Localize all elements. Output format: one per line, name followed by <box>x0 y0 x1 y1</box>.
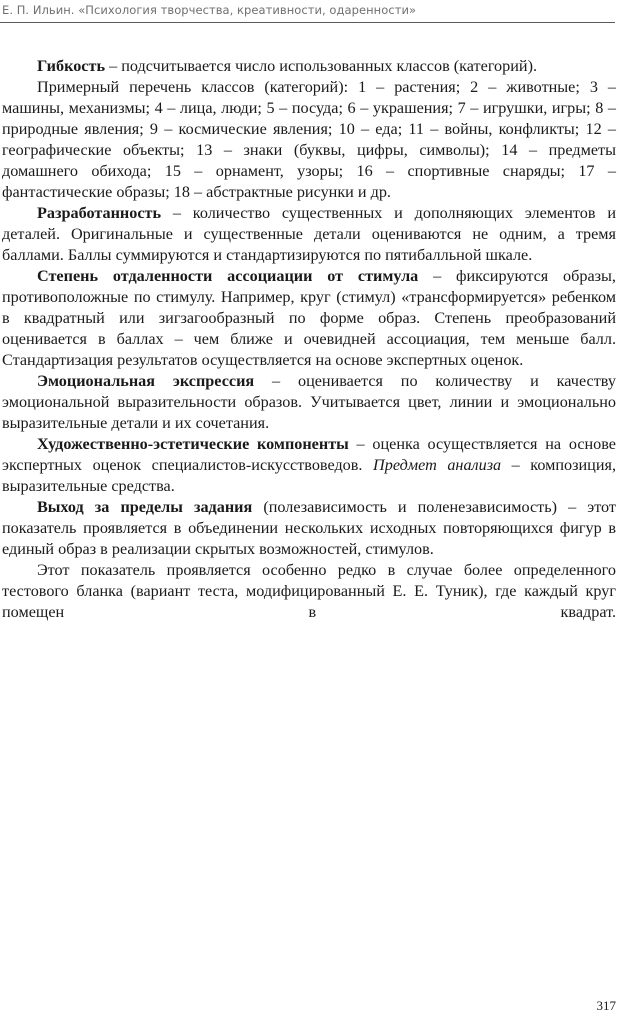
page-number: 317 <box>596 998 616 1013</box>
paragraph-association-distance <box>2 266 616 371</box>
paragraph-association-distance-text: – фиксируются образы, противоположные по стимулу. Например, круг (стимул) «трансформируется» ребенком в квадратный или зигзагообразный по форме образ. Степень преобразований оценивается в баллах – чем ближе и очевидней ассоциация, тем меньше балл. Стандартизация результатов осуществляется на основе экспертных оценок. <box>2 267 616 369</box>
paragraph-aesthetic-components-text-after: – композиция, выразительные средства. <box>2 456 616 495</box>
paragraph-emotional-expression <box>2 371 616 434</box>
paragraph-rare-indicator-text: Этот показатель проявляется особенно редко в случае более определенного тестового бланка (вариант теста, модифицированный Е. Е. Туник), где каждый круг помещен в квадрат. <box>2 561 616 621</box>
running-header <box>0 2 615 23</box>
term-aesthetic-components: Художественно-эстетические компоненты <box>37 435 349 453</box>
paragraph-rare-indicator <box>2 560 616 623</box>
paragraph-aesthetic-components <box>2 434 616 497</box>
running-header-title: Е. П. Ильин. «Психология творчества, креативности, одаренности» <box>2 3 417 17</box>
term-flexibility: Гибкость <box>37 57 106 75</box>
paragraph-class-list-text: Примерный перечень классов (категорий): 1 – растения; 2 – животные; 3 – машины, механизмы; 4 – лица, люди; 5 – посуда; 6 – украшения; 7 – игрушки, игры; 8 – природные явления; 9 – космические явления; 10 – еда; 11 – войны, конфликты; 12 – географические объекты; 13 – знаки (буквы, цифры, символы); 14 – предметы домашнего обихода; 15 – орнамент, узоры; 16 – спортивные снаряды; 17 – фантастические образы; 18 – абстрактные рисунки и др. <box>2 78 616 201</box>
paragraph-elaboration <box>2 203 616 266</box>
italic-analysis-subject: Предмет анализа <box>373 456 502 474</box>
paragraph-emotional-expression-text: – оценивается по количеству и качеству эмоциональной выразительности образов. Учитывается цвет, линии и эмоционально выразительные детали и их сочетания. <box>2 372 616 432</box>
term-elaboration: Разработанность <box>37 204 162 222</box>
paragraph-flexibility <box>2 56 616 77</box>
paragraph-class-list <box>2 77 616 203</box>
paragraph-elaboration-text: – количество существенных и дополняющих элементов и деталей. Оригинальные и существенные детали оцениваются не одним, а тремя баллами. Баллы суммируются и стандартизируются по пятибалльной шкале. <box>2 204 616 264</box>
paragraph-aesthetic-components-text: – оценка осуществляется на основе экспертных оценок специалистов-искусствоведов. <box>2 435 616 474</box>
paragraph-beyond-task <box>2 497 616 560</box>
term-beyond-task: Выход за пределы задания <box>37 498 253 516</box>
term-association-distance: Степень отдаленности ассоциации от стимула <box>37 267 419 285</box>
page-body <box>2 56 616 623</box>
paragraph-beyond-task-text: (полезависимость и поленезависимость) – этот показатель проявляется в объединении нескольких исходных повторяющихся фигур в единый образ в реализации скрытых возможностей, стимулов. <box>2 498 617 558</box>
paragraph-flexibility-text: – подсчитывается число использованных классов (категорий). <box>105 57 538 75</box>
term-emotional-expression: Эмоциональная экспрессия <box>37 372 255 390</box>
